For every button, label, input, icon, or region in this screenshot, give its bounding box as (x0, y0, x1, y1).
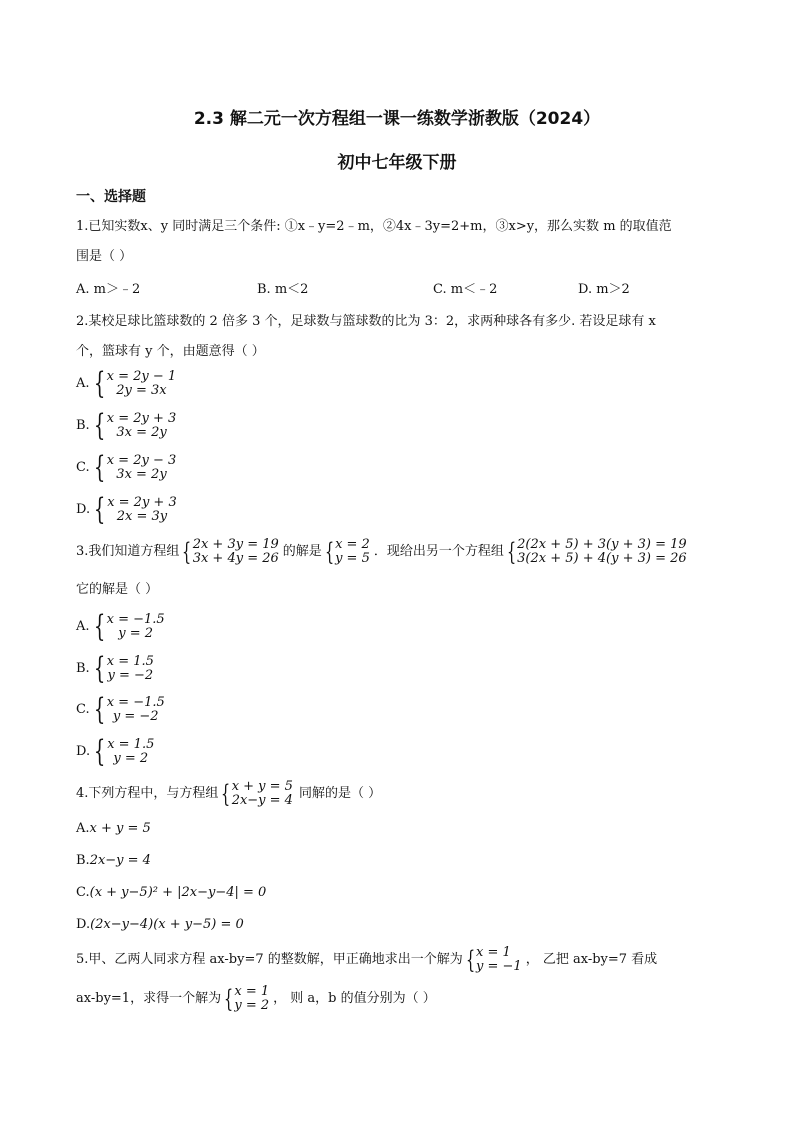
left-brace: { (93, 366, 105, 401)
question-5-text (76, 946, 657, 974)
left-brace: { (506, 538, 517, 566)
q1-option-d: D. m＞2 (578, 282, 630, 297)
left-brace: { (465, 946, 475, 974)
option-label: A. (76, 619, 90, 634)
q4-suffix: 同解的是（ ） (298, 786, 382, 801)
q1-option-c: C. m＜﹣2 (433, 282, 498, 297)
q4-option-c (76, 884, 266, 902)
q2-option-a (76, 366, 177, 401)
q5-suffix: ， 则 a，b 的值分别为（ ） (273, 991, 436, 1006)
expression: 2x−y = 4 (89, 853, 151, 868)
expression: (x + y−5)² + |2x−y−4| = 0 (89, 885, 267, 900)
equation: 3x = 2y (116, 467, 167, 482)
expression: (2x−y−4)(x + y−5) = 0 (90, 917, 244, 932)
question-3-text (76, 538, 687, 566)
option-label: B. (76, 661, 90, 676)
question-1-text-cont: 围是（ ） (76, 249, 133, 264)
q3-option-a (76, 609, 165, 644)
equation: y = −2 (107, 668, 154, 683)
equation: 2x−y = 4 (231, 793, 293, 808)
question-1-text: 1.已知实数x、y 同时满足三个条件: ①x﹣y=2﹣m，②4x﹣3y=2+m，③x>y，那么实数 m 的取值范 (76, 219, 672, 234)
equation: y = −1 (476, 959, 522, 974)
q2-option-b (76, 408, 177, 443)
equation: 2y = 3x (116, 383, 167, 398)
equation: 3x = 2y (116, 425, 167, 440)
equation: x = 1 (476, 945, 511, 960)
equation: x = 2y − 1 (106, 369, 177, 384)
question-3-text-cont: 它的解是（ ） (76, 582, 159, 597)
equation: x = 1.5 (106, 654, 154, 669)
option-label: D. (76, 502, 91, 517)
equation: x = −1.5 (106, 695, 165, 710)
equation: 2x = 3y (116, 509, 168, 524)
option-label: D. (76, 917, 91, 932)
question-2-text-cont: 个，篮球有 y 个，由题意得（ ） (76, 344, 265, 359)
option-label: B. (76, 418, 90, 433)
option-label: A. (76, 376, 90, 391)
option-label: B. (76, 853, 90, 868)
q1-option-a: A. m＞﹣2 (76, 282, 141, 297)
q2-option-d (76, 492, 177, 527)
equation: y = −2 (112, 709, 159, 724)
q5-mid: ， 乙把 ax-by=7 看成 (525, 952, 658, 967)
left-brace: { (93, 408, 105, 443)
q2-option-c (76, 450, 177, 485)
left-brace: { (93, 734, 106, 769)
q3-option-c (76, 692, 165, 727)
option-label: D. (76, 744, 91, 759)
q3-mid2: ．现给出另一个方程组 (373, 544, 504, 559)
section-heading: 一、选择题 (76, 189, 146, 205)
option-label: C. (76, 885, 90, 900)
equation: 3x + 4y = 26 (192, 551, 279, 566)
equation: y = 2 (234, 998, 270, 1013)
left-brace: { (324, 538, 335, 566)
option-label: C. (76, 702, 90, 717)
left-brace: { (93, 450, 105, 485)
equation: y = 2 (118, 626, 154, 641)
equation: 3(2x + 5) + 4(y + 3) = 26 (517, 551, 687, 566)
equation: x = 1.5 (107, 737, 155, 752)
q5-prefix: 5.甲、乙两人同求方程 ax-by=7 的整数解，甲正确地求出一个解为 (76, 952, 463, 967)
question-4-text (76, 780, 381, 808)
document-subtitle: 初中七年级下册 (337, 153, 457, 173)
q1-option-b: B. m＜2 (257, 282, 309, 297)
document-title: 2.3 解二元一次方程组一课一练数学浙教版（2024） (193, 109, 601, 129)
equation: 2x + 3y = 19 (192, 537, 279, 552)
left-brace: { (93, 692, 105, 727)
equation: x + y = 5 (231, 779, 293, 794)
option-label: C. (76, 460, 90, 475)
question-5-text-cont (76, 985, 436, 1013)
q3-option-d (76, 734, 155, 769)
equation: x = 2y − 3 (106, 453, 177, 468)
q4-option-d (76, 916, 244, 934)
left-brace: { (93, 492, 106, 527)
q5-line2-prefix: ax-by=1，求得一个解为 (76, 991, 222, 1006)
expression: x + y = 5 (89, 821, 151, 836)
equation: y = 5 (335, 551, 370, 566)
option-label: A. (76, 821, 90, 836)
q3-option-b (76, 651, 154, 686)
equation: x = 1 (234, 984, 270, 999)
left-brace: { (221, 780, 231, 808)
left-brace: { (93, 609, 105, 644)
left-brace: { (93, 651, 105, 686)
equation: 2(2x + 5) + 3(y + 3) = 19 (517, 537, 687, 552)
equation: x = −1.5 (106, 612, 165, 627)
equation: y = 2 (113, 751, 149, 766)
equation: x = 2 (335, 537, 370, 552)
q4-option-a (76, 820, 151, 838)
q3-prefix: 3.我们知道方程组 (76, 544, 180, 559)
question-2-text: 2.某校足球比篮球数的 2 倍多 3 个，足球数与篮球数的比为 3：2，求两种球各有多少. 若设足球有 x (76, 314, 656, 329)
equation: x = 2y + 3 (107, 495, 177, 510)
equation: x = 2y + 3 (106, 411, 177, 426)
q4-option-b (76, 852, 151, 870)
left-brace: { (224, 985, 234, 1013)
left-brace: { (182, 538, 192, 566)
q4-prefix: 4.下列方程中，与方程组 (76, 786, 219, 801)
q3-mid: 的解是 (282, 544, 322, 559)
